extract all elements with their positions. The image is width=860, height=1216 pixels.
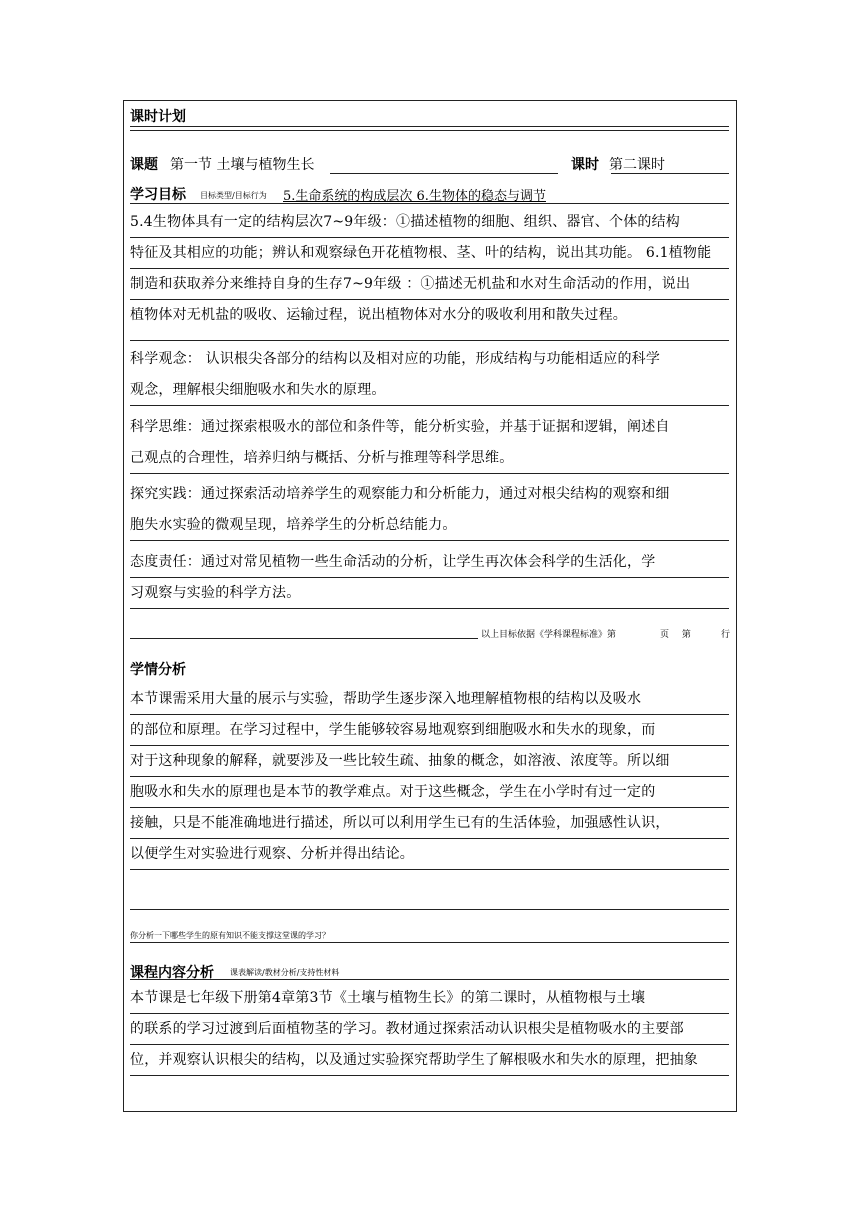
learner-line: 本节课需采用大量的展示与实验，帮助学生逐步深入地理解植物根的结构以及吸水 [130,684,729,715]
thinking-line: 己观点的合理性，培养归纳与概括、分析与推理等科学思维。 [130,443,729,474]
attitude-responsibility [130,547,729,609]
concept-line: 观念，理解根尖细胞吸水和失水的原理。 [130,375,729,406]
learner-analysis-label: 学情分析 [130,662,186,678]
learner-blank-line [130,909,729,910]
inquiry-practice [130,479,729,541]
science-concept [130,344,729,406]
topic-label: 课题 [130,157,158,173]
period-label: 课时 [571,157,599,173]
content-line: 本节课是七年级下册第4章第3节《土壤与植物生长》的第二课时，从植物根与土壤 [130,983,729,1014]
thinking-line: 科学思维：通过探索根吸水的部位和条件等，能分析实验，并基于证据和逻辑，阐述自 [130,419,670,435]
objective-line: 特征及其相应的功能；辨认和观察绿色开花植物根、茎、叶的结构，说出其功能。 6.1植物能 [130,238,729,269]
objective-line: 植物体对无机盐的吸收、运输过程，说出植物体对水分的吸收利用和散失过程。 [130,307,627,323]
learner-line: 胞吸水和失水的原理也是本节的教学难点。对于这些概念，学生在小学时有过一定的 [130,777,729,808]
learner-line: 以便学生对实验进行观察、分析并得出结论。 [130,839,729,870]
plan-title: 课时计划 [130,109,186,125]
learner-line: 对于这种现象的解释，就要涉及一些比较生疏、抽象的概念，如溶液、浓度等。所以细 [130,746,729,777]
content-analysis-divider [130,979,729,980]
content-analysis-text [130,983,729,1076]
practice-line: 胞失水实验的微观呈现，培养学生的分析总结能力。 [130,510,729,541]
learner-analysis-text [130,684,729,870]
content-line: 位，并观察认识根尖的结构，以及通过实验探究帮助学生了解根吸水和失水的原理，把抽象 [130,1045,729,1076]
objectives-label: 学习目标 [130,187,186,203]
practice-line: 探究实践：通过探索活动培养学生的观察能力和分析能力，通过对根尖结构的观察和细 [130,486,670,502]
learner-line: 接触，只是不能准确地进行描述，所以可以利用学生已有的生活体验，加强感性认识， [130,808,729,839]
attitude-line: 态度责任：通过对常见植物一些生命活动的分析，让学生再次体会科学的生活化，学 [130,547,729,578]
objectives-standards: 5.生命系统的构成层次 6.生物体的稳态与调节 [283,189,546,204]
objectives-text [130,207,729,331]
attitude-line: 习观察与实验的科学方法。 [130,578,729,609]
basis-underline [130,638,478,639]
question-underline [130,942,729,943]
learner-question: 你分析一下哪些学生的原有知识不能支撑这堂课的学习？ [130,931,330,940]
period-underline [611,173,729,174]
title-divider [130,126,729,131]
page-label: 页 第 [660,630,691,640]
objectives-divider [130,203,729,204]
content-analysis-label: 课程内容分析 [130,965,214,981]
objectives-end-divider [130,340,729,341]
objective-line: 制造和获取养分来维持自身的生存7~9年级 ：①描述无机盐和水对生命活动的作用，说出 [130,269,729,300]
learner-line: 的部位和原理。在学习过程中，学生能够较容易地观察到细胞吸水和失水的现象，而 [130,715,729,746]
topic-underline [330,173,558,174]
content-line: 的联系的学习过渡到后面植物茎的学习。教材通过探索活动认识根尖是植物吸水的主要部 [130,1014,729,1045]
objectives-type-note: 目标类型/目标行为 [200,191,267,200]
science-thinking [130,412,729,474]
content-analysis-note: 课表解读/教材分析/支持性材料 [230,968,340,977]
line-label: 行 [721,630,731,640]
objective-line: 5.4生物体具有一定的结构层次7~9年级：①描述植物的细胞、组织、器官、个体的结构 [130,207,729,238]
basis-note: 以上目标依据《学科课程标准》第 [481,630,617,640]
concept-line: 科学观念： 认识根尖各部分的结构以及相对应的功能，形成结构与功能相适应的科学 [130,351,661,367]
topic-value: 第一节 土壤与植物生长 [170,157,315,173]
period-value: 第二课时 [609,157,665,173]
